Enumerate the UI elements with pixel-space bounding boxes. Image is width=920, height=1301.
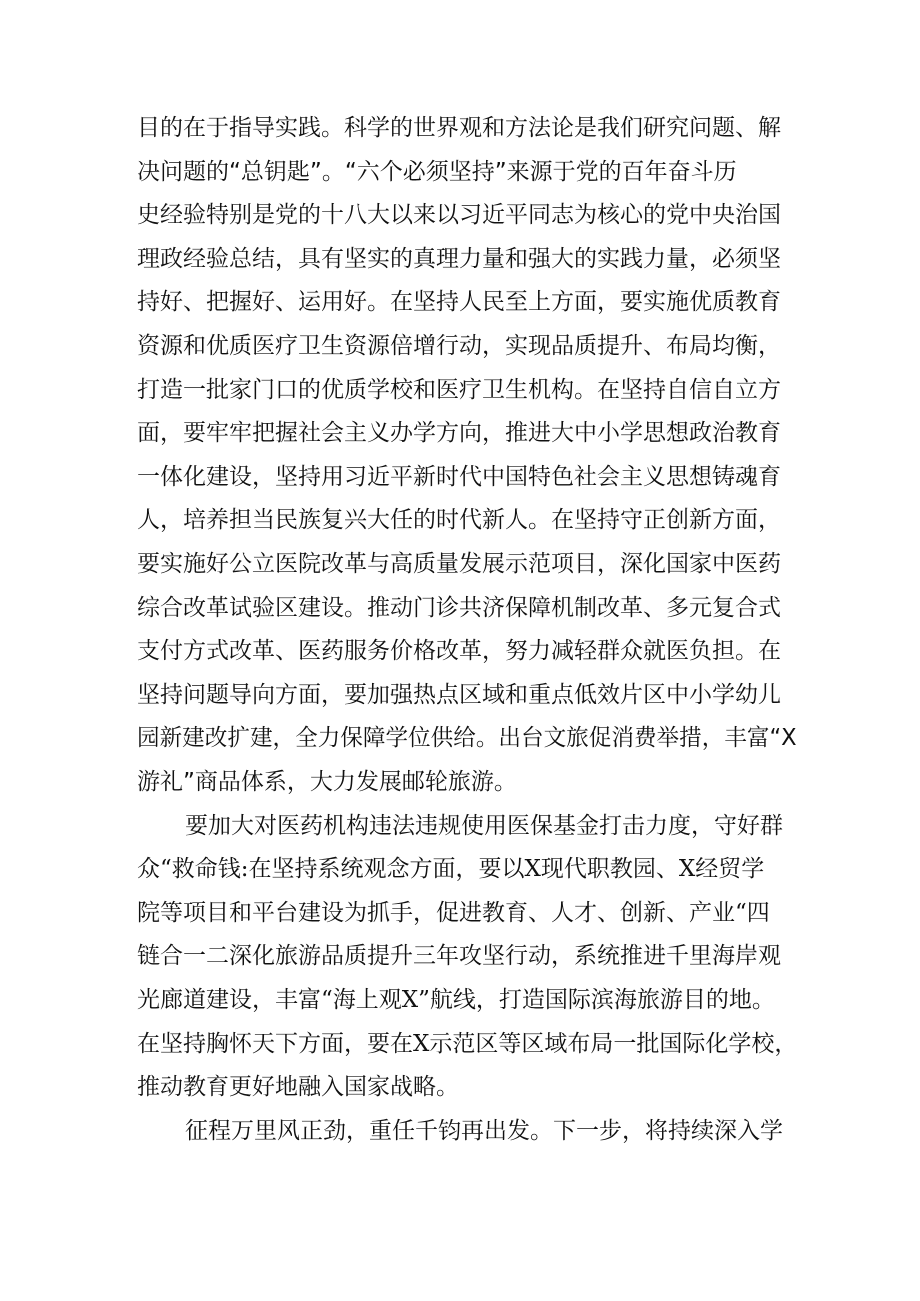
text-line: 支付方式改革、医药服务价格改革，努力减轻群众就医负担。在 (137, 638, 781, 665)
text-line: 坚持问题导向方面，要加强热点区域和重点低效片区中小学幼儿 (137, 681, 781, 708)
text-line: 面，要牢牢把握社会主义办学方向，推进大中小学思想政治教育 (137, 420, 781, 447)
text-line: 众“救命钱:在坚持系统观念方面，要以X现代职教园、X经贸学 (137, 856, 765, 883)
text-line: 在坚持胸怀天下方面，要在X示范区等区域布局一批国际化学校， (137, 1030, 798, 1057)
text-line: 院等项目和平台建设为抓手，促进教育、人才、创新、产业“四 (137, 899, 770, 926)
text-line: 征程万里风正劲，重任千钧再出发。下一步，将持续深入学 (185, 1117, 783, 1144)
text-line: 综合改革试验区建设。推动门诊共济保障机制改革、多元复合式 (137, 594, 781, 621)
text-line: 游礼”商品体系，大力发展邮轮旅游。 (137, 769, 517, 795)
text-line: 要实施好公立医院改革与高质量发展示范项目，深化国家中医药 (137, 551, 781, 577)
text-line: 园新建改扩建，全力保障学位供给。出台文旅促消费举措，丰富“X (137, 725, 797, 752)
text-line: 打造一批家门口的优质学校和医疗卫生机构。在坚持自信自立方 (137, 376, 781, 403)
text-line: 人，培养担当民族复兴大任的时代新人。在坚持守正创新方面， (137, 507, 781, 534)
text-line: 链合一二深化旅游品质提升三年攻坚行动，系统推进千里海岸观 (137, 943, 781, 970)
text-line: 光廊道建设，丰富“海上观X”航线，打造国际滨海旅游目的地。 (137, 987, 775, 1013)
text-line: 理政经验总结，具有坚实的真理力量和强大的实践力量，必须坚 (137, 245, 781, 272)
text-line: 史经验特别是党的十八大以来以习近平同志为核心的党中央治国 (137, 202, 781, 229)
text-line: 一体化建设，坚持用习近平新时代中国特色社会主义思想铸魂育 (137, 463, 781, 490)
text-line: 持好、把握好、运用好。在坚持人民至上方面，要实施优质教育 (137, 289, 781, 316)
text-line: 目的在于指导实践。科学的世界观和方法论是我们研究问题、解 (137, 115, 781, 141)
text-line: 要加大对医药机构违法违规使用医保基金打击力度，守好群 (185, 812, 783, 839)
text-line: 推动教育更好地融入国家战略。 (137, 1074, 459, 1101)
text-line: 决问题的“总钥匙”。“六个必须坚持”来源于党的百年奋斗历 (137, 158, 737, 185)
text-line: 资源和优质医疗卫生资源倍增行动，实现品质提升、布局均衡， (137, 333, 781, 359)
